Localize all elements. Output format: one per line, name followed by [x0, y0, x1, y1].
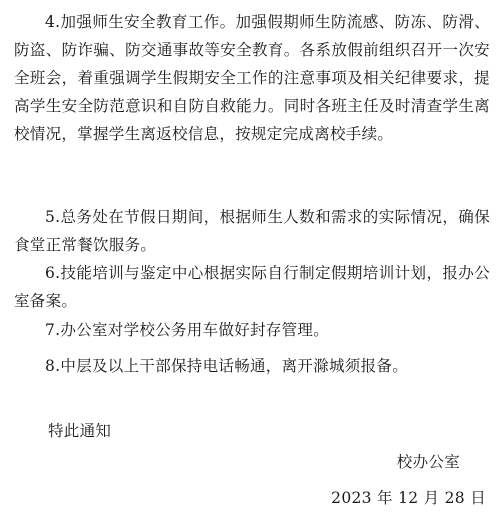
paragraph-item-4: 4.加强师生安全教育工作。加强假期师生防流感、防冻、防滑、防盗、防诈骗、防交通事故等安全教育。各系放假前组织召开一次安全班会，着重强调学生假期安全工作的注意事项及相关纪律要求，提高学生安全防范意识和自防自救能力。同时各班主任及时清查学生离校情况，掌握学生离返校信息，按规定完成离校手续。	[14, 13, 490, 143]
sender-office: 校办公室	[396, 453, 460, 471]
paragraph-item-6: 6.技能培训与鉴定中心根据实际自行制定假期培训计划，报办公室备案。	[14, 264, 490, 310]
issue-date: 2023 年 12 月 28 日	[331, 489, 486, 507]
paragraph-item-5: 5.总务处在节假日期间，根据师生人数和需求的实际情况，确保食堂正常餐饮服务。	[14, 208, 490, 254]
closing-notice: 特此通知	[48, 422, 112, 440]
paragraph-item-8: 8.中层及以上干部保持电话畅通，离开滁城须报备。	[45, 357, 408, 375]
paragraph-item-7: 7.办公室对学校公务用车做好封存管理。	[45, 321, 329, 339]
